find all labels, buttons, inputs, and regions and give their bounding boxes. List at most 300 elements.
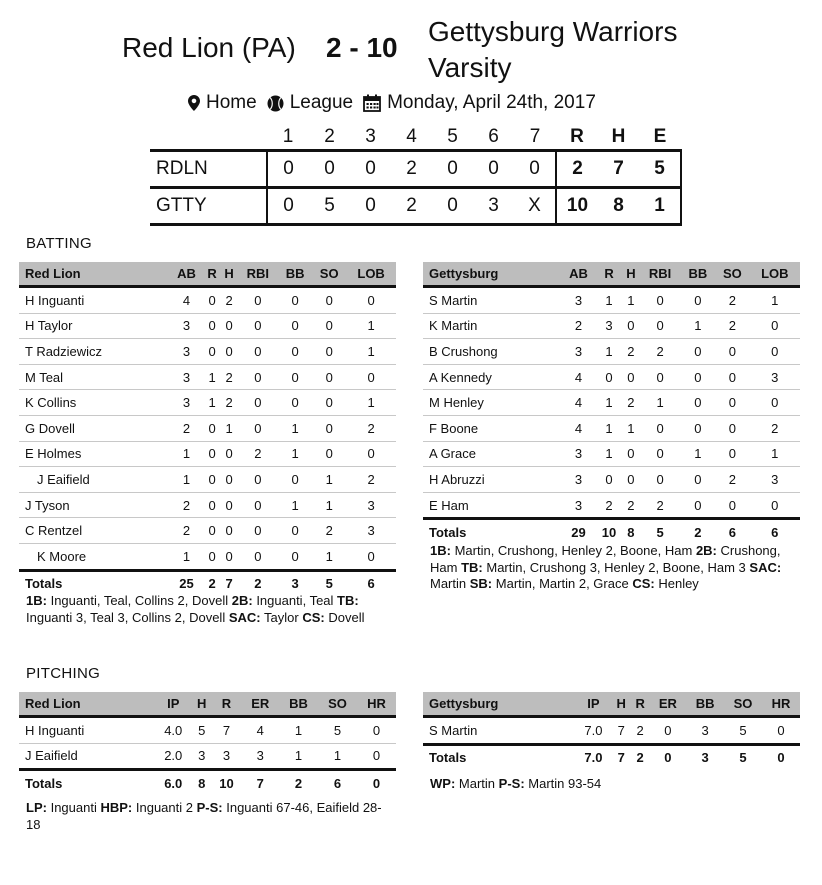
inning-1-header: 1 — [282, 126, 294, 147]
stat-cell: 0 — [312, 364, 346, 390]
stat-cell: 1 — [279, 743, 318, 770]
totals-cell: 3 — [686, 744, 724, 770]
stat-cell: 0 — [204, 287, 221, 314]
stat-cell: 3 — [561, 441, 595, 467]
totals-cell: 7 — [221, 570, 238, 596]
stat-cell: 0 — [278, 518, 312, 544]
stat-cell: 2.0 — [154, 743, 192, 770]
column-header: BB — [686, 692, 724, 717]
stat-cell: 0 — [204, 441, 221, 467]
player-name: M Henley — [423, 390, 561, 416]
table-row — [423, 287, 800, 314]
linescore-cell: 0 — [473, 151, 514, 188]
stat-cell: 5 — [724, 717, 762, 745]
stat-cell: 0 — [204, 467, 221, 493]
note-key: P-S: — [498, 776, 525, 791]
table-header-row — [19, 262, 396, 287]
final-score: 2 - 10 — [326, 32, 398, 63]
stat-cell: 0 — [346, 543, 396, 570]
hits-header: H — [611, 126, 626, 147]
date-text: Monday, April 24th, 2017 — [387, 92, 596, 113]
stat-cell: 0 — [238, 543, 279, 570]
stat-cell: 0 — [204, 339, 221, 365]
linescore-cell: 0 — [432, 188, 473, 225]
stat-cell: 1 — [622, 415, 639, 441]
player-name: M Teal — [19, 364, 170, 390]
stat-cell: 0 — [596, 467, 623, 493]
table-row — [423, 415, 800, 441]
stat-cell: 3 — [242, 743, 279, 770]
inning-5-header: 5 — [447, 126, 458, 147]
totals-cell: 8 — [622, 519, 639, 545]
away-team-name: Gettysburg Warriors Varsity — [428, 16, 678, 83]
stat-cell: 1 — [279, 717, 318, 744]
stat-cell: 1 — [170, 441, 204, 467]
stat-cell: 0 — [204, 415, 221, 441]
note-value: Dovell — [328, 609, 365, 625]
stat-cell: 0 — [238, 313, 279, 339]
table-row — [423, 339, 800, 365]
stat-cell: 1 — [681, 441, 715, 467]
table-row — [19, 717, 396, 744]
totals-cell: 10 — [596, 519, 623, 545]
column-header: SO — [724, 692, 762, 717]
table-row — [423, 492, 800, 519]
column-header: HR — [357, 692, 396, 717]
stat-cell: 0 — [681, 467, 715, 493]
stat-cell: 0 — [640, 313, 681, 339]
stat-cell: 0 — [238, 339, 279, 365]
column-header: R — [596, 262, 623, 287]
stat-cell: 0 — [681, 364, 715, 390]
stat-cell: 1 — [750, 441, 800, 467]
stat-cell: 3 — [561, 287, 595, 314]
column-header: Red Lion — [19, 692, 154, 717]
linescore-runs: 2 — [556, 151, 598, 188]
stat-cell: 1 — [596, 287, 623, 314]
stat-cell: 0 — [204, 518, 221, 544]
note-value: Inguanti, Teal — [256, 593, 334, 608]
stat-cell: 0 — [640, 441, 681, 467]
stat-cell: 0 — [681, 339, 715, 365]
stat-cell: 2 — [238, 441, 279, 467]
stat-cell: 2 — [640, 339, 681, 365]
stat-cell: 1 — [596, 415, 623, 441]
stat-cell: 3 — [750, 467, 800, 493]
stat-cell: 0 — [640, 364, 681, 390]
column-header: AB — [561, 262, 595, 287]
totals-cell: 6 — [318, 770, 357, 796]
totals-cell: 5 — [724, 744, 762, 770]
player-name: A Kennedy — [423, 364, 561, 390]
linescore-hits: 8 — [598, 188, 639, 225]
totals-row — [423, 519, 800, 545]
stat-cell: 0 — [238, 287, 279, 314]
column-header: BB — [278, 262, 312, 287]
stat-cell: 7.0 — [575, 717, 612, 745]
stat-cell: 5 — [318, 717, 357, 744]
stat-cell: 0 — [221, 543, 238, 570]
date-item — [363, 92, 596, 114]
note-value: Inguanti 67-46, Eaifield 28-18 — [26, 800, 382, 832]
linescore-cell: 0 — [350, 151, 391, 188]
batting-table-red-lion — [19, 262, 396, 596]
inning-2-header: 2 — [324, 126, 335, 147]
stat-cell: 2 — [346, 415, 396, 441]
stat-cell: 1 — [278, 441, 312, 467]
linescore-team: GTTY — [150, 188, 267, 225]
linescore-cell: 0 — [514, 151, 556, 188]
totals-cell: 7 — [612, 744, 631, 770]
table-row — [19, 492, 396, 518]
player-name: H Abruzzi — [423, 467, 561, 493]
note-value: Inguanti 3, Teal 3, Collins 2, Dovell — [26, 609, 226, 625]
totals-cell: 2 — [238, 570, 279, 596]
stat-cell: 0 — [750, 339, 800, 365]
column-header: Gettysburg — [423, 262, 561, 287]
stat-cell: 0 — [278, 364, 312, 390]
stat-cell: 0 — [238, 364, 279, 390]
totals-cell: 5 — [312, 570, 346, 596]
column-header: AB — [170, 262, 204, 287]
stat-cell: 0 — [238, 390, 279, 416]
totals-cell: 25 — [170, 570, 204, 596]
totals-label: Totals — [19, 570, 170, 596]
stat-cell: 1 — [278, 492, 312, 518]
stat-cell: 1 — [346, 313, 396, 339]
column-header: R — [631, 692, 650, 717]
stat-cell: 3 — [170, 313, 204, 339]
inning-4-header: 4 — [406, 126, 417, 147]
table-row — [19, 441, 396, 467]
column-header: Red Lion — [19, 262, 170, 287]
totals-cell: 0 — [762, 744, 800, 770]
stat-cell: 0 — [357, 717, 396, 744]
stat-cell: 0 — [750, 492, 800, 519]
stat-cell: 2 — [596, 492, 623, 519]
game-type-text: League — [289, 92, 354, 113]
totals-cell: 0 — [357, 770, 396, 796]
column-header: SO — [318, 692, 357, 717]
stat-cell: 0 — [715, 415, 749, 441]
stat-cell: 1 — [312, 543, 346, 570]
stat-cell: 1 — [346, 339, 396, 365]
table-header-row — [19, 692, 396, 717]
totals-cell: 2 — [631, 744, 650, 770]
stat-cell: 0 — [357, 743, 396, 770]
stat-cell: 0 — [204, 313, 221, 339]
linescore-cell: 0 — [267, 151, 309, 188]
totals-cell: 8 — [192, 770, 211, 796]
stat-cell: 4 — [561, 415, 595, 441]
table-row — [19, 287, 396, 314]
column-header: LOB — [346, 262, 396, 287]
player-name: B Crushong — [423, 339, 561, 365]
stat-cell: 3 — [192, 743, 211, 770]
note-key: 2B: — [695, 543, 717, 558]
column-header: SO — [312, 262, 346, 287]
stat-cell: 1 — [312, 467, 346, 493]
stat-cell: 1 — [596, 390, 623, 416]
linescore-cell: 0 — [350, 188, 391, 225]
table-row — [423, 364, 800, 390]
stat-cell: 1 — [278, 415, 312, 441]
player-name: H Inguanti — [19, 287, 170, 314]
stat-cell: 0 — [715, 492, 749, 519]
stat-cell: 3 — [170, 364, 204, 390]
location-text: Home — [206, 92, 257, 113]
stat-cell: 0 — [278, 390, 312, 416]
stat-cell: 0 — [640, 287, 681, 314]
table-row — [19, 339, 396, 365]
totals-cell: 2 — [681, 519, 715, 545]
pitching-table-red-lion — [19, 692, 396, 796]
column-header: IP — [154, 692, 192, 717]
player-name: G Dovell — [19, 415, 170, 441]
player-name: J Eaifield — [19, 743, 154, 770]
linescore-errors: 1 — [639, 188, 681, 225]
note-value: Martin, Crushong 3, Henley 2, Boone, Ham 3 — [486, 559, 746, 575]
linescore-cell: X — [514, 188, 556, 225]
linescore-row-gtty — [150, 188, 681, 225]
totals-label: Totals — [423, 744, 575, 770]
table-row — [19, 390, 396, 416]
totals-cell: 2 — [204, 570, 221, 596]
inning-3-header: 3 — [365, 126, 376, 147]
column-header: SO — [715, 262, 749, 287]
stat-cell: 0 — [750, 390, 800, 416]
player-name: J Tyson — [19, 492, 170, 518]
stat-cell: 1 — [622, 287, 639, 314]
pitching-section-title: PITCHING — [26, 665, 101, 682]
player-name: F Boone — [423, 415, 561, 441]
batting-notes-gettysburg — [430, 543, 800, 593]
player-name: S Martin — [423, 717, 575, 745]
table-row — [19, 313, 396, 339]
note-value: Inguanti — [50, 800, 97, 815]
stat-cell: 3 — [211, 743, 241, 770]
note-value: Inguanti 2 — [135, 800, 193, 815]
player-name: C Rentzel — [19, 518, 170, 544]
baseball-icon — [267, 95, 284, 112]
stat-cell: 3 — [750, 364, 800, 390]
note-value: Martin 93-54 — [528, 776, 602, 791]
stat-cell: 1 — [170, 543, 204, 570]
column-header: RBI — [640, 262, 681, 287]
stat-cell: 3 — [596, 313, 623, 339]
table-row — [19, 467, 396, 493]
linescore-cell: 0 — [267, 188, 309, 225]
stat-cell: 5 — [192, 717, 211, 744]
stat-cell: 0 — [278, 313, 312, 339]
column-header: BB — [279, 692, 318, 717]
player-name: J Eaifield — [19, 467, 170, 493]
stat-cell: 0 — [312, 339, 346, 365]
location-item — [188, 92, 257, 114]
stat-cell: 2 — [221, 390, 238, 416]
note-value: Martin — [458, 776, 496, 791]
stat-cell: 2 — [622, 492, 639, 519]
stat-cell: 3 — [346, 518, 396, 544]
stat-cell: 0 — [622, 364, 639, 390]
note-key: 2B: — [231, 593, 253, 608]
stat-cell: 1 — [318, 743, 357, 770]
stat-cell: 2 — [750, 415, 800, 441]
totals-cell: 6.0 — [154, 770, 192, 796]
game-type-item — [267, 92, 353, 114]
column-header: BB — [681, 262, 715, 287]
stat-cell: 4 — [170, 287, 204, 314]
stat-cell: 0 — [681, 390, 715, 416]
stat-cell: 0 — [312, 390, 346, 416]
linescore-cell: 2 — [391, 151, 432, 188]
stat-cell: 2 — [346, 467, 396, 493]
note-key: SB: — [469, 576, 493, 591]
note-key: LP: — [26, 800, 47, 815]
stat-cell: 0 — [204, 543, 221, 570]
linescore-cell: 2 — [391, 188, 432, 225]
stat-cell: 1 — [596, 441, 623, 467]
column-header: ER — [650, 692, 686, 717]
totals-cell: 2 — [279, 770, 318, 796]
linescore-team: RDLN — [150, 151, 267, 188]
stat-cell: 0 — [622, 441, 639, 467]
stat-cell: 0 — [715, 441, 749, 467]
stat-cell: 0 — [238, 492, 279, 518]
stat-cell: 3 — [561, 339, 595, 365]
totals-row — [423, 744, 800, 770]
linescore-row-rdln — [150, 151, 681, 188]
stat-cell: 4 — [242, 717, 279, 744]
totals-cell: 7 — [242, 770, 279, 796]
totals-cell: 6 — [715, 519, 749, 545]
runs-header: R — [570, 126, 584, 147]
table-row — [19, 518, 396, 544]
stat-cell: 2 — [221, 364, 238, 390]
stat-cell: 0 — [278, 543, 312, 570]
column-header: R — [204, 262, 221, 287]
note-value: Taylor — [264, 609, 299, 625]
player-name: E Holmes — [19, 441, 170, 467]
table-row — [19, 743, 396, 770]
linescore-cell: 3 — [473, 188, 514, 225]
calendar-icon — [363, 94, 381, 112]
player-name: S Martin — [423, 287, 561, 314]
linescore-cell: 5 — [309, 188, 350, 225]
note-key: HBP: — [100, 800, 133, 815]
stat-cell: 1 — [312, 492, 346, 518]
totals-row — [19, 770, 396, 796]
stat-cell: 2 — [715, 467, 749, 493]
linescore-cell: 0 — [309, 151, 350, 188]
totals-cell: 3 — [278, 570, 312, 596]
totals-cell: 10 — [211, 770, 241, 796]
stat-cell: 0 — [312, 313, 346, 339]
stat-cell: 0 — [762, 717, 800, 745]
stat-cell: 3 — [346, 492, 396, 518]
table-row — [423, 467, 800, 493]
note-value: Martin, Martin 2, Grace — [495, 576, 629, 591]
totals-cell: 6 — [346, 570, 396, 596]
stat-cell: 0 — [312, 441, 346, 467]
stat-cell: 0 — [221, 518, 238, 544]
column-header: RBI — [238, 262, 279, 287]
column-header: ER — [242, 692, 279, 717]
stat-cell: 0 — [221, 339, 238, 365]
linescore-cell: 0 — [432, 151, 473, 188]
stat-cell: 0 — [278, 287, 312, 314]
note-key: CS: — [632, 576, 655, 591]
stat-cell: 0 — [238, 518, 279, 544]
totals-label: Totals — [423, 519, 561, 545]
stat-cell: 2 — [221, 287, 238, 314]
errors-header: E — [653, 126, 667, 147]
column-header: R — [211, 692, 241, 717]
game-meta — [188, 92, 596, 114]
stat-cell: 2 — [170, 415, 204, 441]
stat-cell: 7 — [211, 717, 241, 744]
note-key: 1B: — [26, 593, 47, 608]
inning-6-header: 6 — [488, 126, 499, 147]
stat-cell: 0 — [238, 467, 279, 493]
note-key: P-S: — [196, 800, 223, 815]
column-header: H — [612, 692, 631, 717]
stat-cell: 0 — [204, 492, 221, 518]
stat-cell: 1 — [204, 390, 221, 416]
player-name: K Collins — [19, 390, 170, 416]
stat-cell: 0 — [221, 441, 238, 467]
note-value: Martin — [430, 576, 467, 591]
table-row — [423, 717, 800, 745]
player-name: A Grace — [423, 441, 561, 467]
stat-cell: 4 — [561, 390, 595, 416]
linescore-hits: 7 — [598, 151, 639, 188]
stat-cell: 3 — [561, 467, 595, 493]
stat-cell: 1 — [596, 339, 623, 365]
stat-cell: 0 — [681, 492, 715, 519]
stat-cell: 4.0 — [154, 717, 192, 744]
note-value: Inguanti, Teal, Collins 2, Dovell — [50, 593, 229, 608]
column-header: LOB — [750, 262, 800, 287]
stat-cell: 2 — [631, 717, 650, 745]
linescore-table — [150, 125, 682, 226]
stat-cell: 0 — [715, 364, 749, 390]
stat-cell: 2 — [170, 518, 204, 544]
note-key: TB: — [461, 559, 483, 575]
stat-cell: 0 — [596, 364, 623, 390]
batting-section-title: BATTING — [26, 235, 92, 252]
stat-cell: 0 — [640, 415, 681, 441]
batting-table-gettysburg — [423, 262, 800, 545]
player-name: K Moore — [19, 543, 170, 570]
stat-cell: 3 — [170, 339, 204, 365]
note-key: CS: — [302, 609, 325, 625]
stat-cell: 1 — [204, 364, 221, 390]
stat-cell: 1 — [750, 287, 800, 314]
note-value: Henley — [658, 576, 699, 591]
note-key: TB: — [337, 593, 359, 608]
totals-label: Totals — [19, 770, 154, 796]
note-value: Martin, Crushong, Henley 2, Boone, Ham — [454, 543, 693, 558]
table-row — [19, 415, 396, 441]
note-key: SAC: — [749, 559, 782, 575]
stat-cell: 0 — [622, 313, 639, 339]
stat-cell: 4 — [561, 364, 595, 390]
stat-cell: 0 — [278, 339, 312, 365]
stat-cell: 2 — [622, 339, 639, 365]
stat-cell: 1 — [640, 390, 681, 416]
table-row — [423, 313, 800, 339]
